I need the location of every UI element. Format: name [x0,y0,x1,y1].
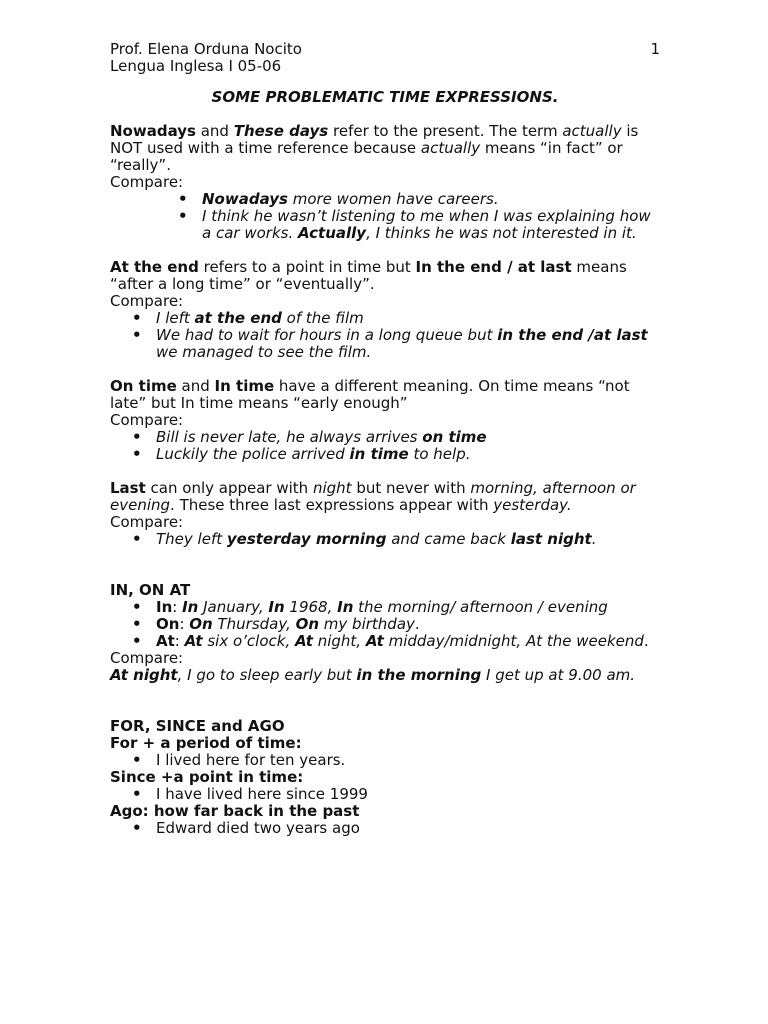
compare-label: Compare: [110,292,184,310]
compare-label: Compare: [110,513,184,531]
last-examples [110,531,660,548]
on-time-paragraph: On time and In time have a different meaning. On time means “not late” but In time means “early enough” [110,377,630,412]
list-item: • I left at the end of the film [132,309,364,327]
list-item: • At: At six o’clock, At night, At midday/midnight, At the weekend. [132,632,649,650]
list-item: • I lived here for ten years. [132,751,346,769]
last-paragraph: Last can only appear with night but never with morning, afternoon or evening. These three last expressions appear with yesterday. [110,479,636,514]
list-item: • We had to wait for hours in a long queue but in the end /at last we managed to see the film. [132,326,648,361]
bullet-icon: • [178,190,188,208]
bullet-icon: • [132,309,142,327]
bullet-icon: • [132,615,142,633]
compare-label: Compare: [110,649,184,667]
list-item: • They left yesterday morning and came back last night. [132,530,597,548]
list-item: • On: On Thursday, On my birthday. [132,615,420,633]
list-item: • I have lived here since 1999 [132,785,368,803]
compare-label: Compare: [110,173,184,191]
bullet-icon: • [132,819,142,837]
page-number: 1 [650,40,660,58]
course-name: Lengua Inglesa I 05-06 [110,57,282,75]
document-page [110,41,660,837]
at-the-end-examples [110,310,660,361]
list-item: • I think he wasn’t listening to me when I was explaining how a car works. Actually, I thinks he was not interested in it. [178,207,651,242]
list-item: • Nowadays more women have careers. [178,190,499,208]
bullet-icon: • [178,207,188,225]
in-on-at-example: At night, I go to sleep early but in the morning I get up at 9.00 am. [110,666,636,684]
bullet-icon: • [132,326,142,344]
bullet-icon: • [132,530,142,548]
list-item: • Edward died two years ago [132,819,360,837]
for-since-ago-heading: FOR, SINCE and AGO [110,717,285,735]
list-item: • Luckily the police arrived in time to help. [132,445,471,463]
compare-label: Compare: [110,411,184,429]
nowadays-examples [110,191,660,242]
since-subheading: Since +a point in time: [110,768,304,786]
in-on-at-heading: IN, ON AT [110,581,191,599]
list-item: • Bill is never late, he always arrives on time [132,428,487,446]
author-name: Prof. Elena Orduna Nocito [110,40,302,58]
bullet-icon: • [132,445,142,463]
ago-examples [110,820,660,837]
bullet-icon: • [132,785,142,803]
bullet-icon: • [132,598,142,616]
nowadays-paragraph: Nowadays and These days refer to the present. The term actually is NOT used with a time reference because actually means “in fact” or “really”. [110,122,639,174]
in-on-at-list [110,599,660,650]
bullet-icon: • [132,632,142,650]
on-time-examples [110,429,660,463]
ago-subheading: Ago: how far back in the past [110,802,360,820]
page-header [110,41,660,58]
for-examples [110,752,660,769]
since-examples [110,786,660,803]
at-the-end-paragraph: At the end refers to a point in time but In the end / at last means “after a long time” or “eventually”. [110,258,627,293]
for-subheading: For + a period of time: [110,734,302,752]
bullet-icon: • [132,428,142,446]
bullet-icon: • [132,751,142,769]
document-title: SOME PROBLEMATIC TIME EXPRESSIONS. [211,88,559,106]
list-item: • In: In January, In 1968, In the morning/ afternoon / evening [132,598,608,616]
